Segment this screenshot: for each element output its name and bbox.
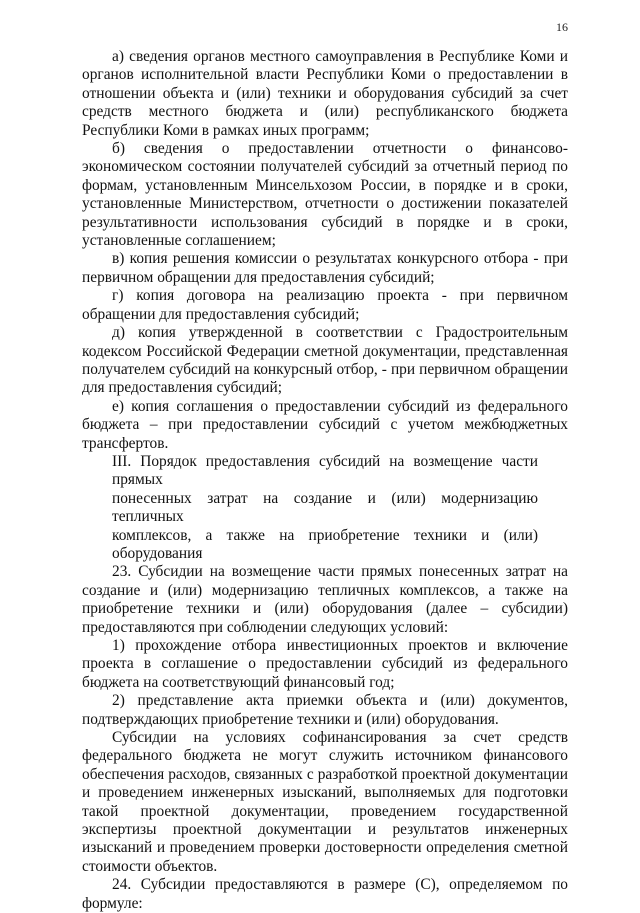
section-heading-line-1: III. Порядок предоставления субсидий на возмещение части прямых — [112, 452, 538, 489]
paragraph-v: в) копия решения комиссии о результатах конкурсного отбора - при первичном обращении для предоставления субсидий; — [82, 250, 568, 286]
section-heading-line-3: комплексов, а также на приобретение техники и (или) оборудования — [112, 526, 538, 562]
page-number: 16 — [556, 20, 568, 34]
paragraph-cofinancing: Субсидии на условиях софинансирования за счет средств федерального бюджета не могут служить источником финансового обеспечения расходов, связанных с разработкой проектной документации и проведением инженерных изысканий, выполняемых для подготовки такой проектной документации, проведением государственной экспертизы проектной документации и результатов инженерных изысканий и проведением проверки достоверности определения сметной стоимости объектов. — [82, 729, 568, 875]
document-body — [82, 48, 568, 913]
paragraph-24: 24. Субсидии предоставляются в размере (С), определяемом по формуле: — [82, 876, 568, 912]
paragraph-condition-1: 1) прохождение отбора инвестиционных проектов и включение проекта в соглашение о предоставлении субсидий из федерального бюджета на соответствующий финансовый год; — [82, 637, 568, 691]
paragraph-23: 23. Субсидии на возмещение части прямых понесенных затрат на создание и (или) модернизацию тепличных комплексов, а также на приобретение техники и (или) оборудования (далее – субсидии) предоставляются при соблюдении следующих условий: — [82, 563, 568, 636]
paragraph-d: д) копия утвержденной в соответствии с Градостроительным кодексом Российской Федерации сметной документации, представленная получателем субсидий на конкурсный отбор, - при первичном обращении для предоставления субсидий; — [82, 324, 568, 397]
paragraph-a: а) сведения органов местного самоуправления в Республике Коми и органов исполнительной власти Республики Коми о предоставлении в отношении объекта и (или) техники и оборудования субсидий за счет средств местного бюджета и (или) республиканского бюджета Республики Коми в рамках иных программ; — [82, 48, 568, 139]
section-heading — [82, 453, 568, 563]
paragraph-e: е) копия соглашения о предоставлении субсидий из федерального бюджета – при предоставлении субсидий с учетом межбюджетных трансфертов. — [82, 397, 568, 452]
paragraph-b: б) сведения о предоставлении отчетности о финансово-экономическом состоянии получателей субсидий за отчетный период по формам, установленным Минсельхозом России, в порядке и в сроки, установленные Министерством, отчетности о достижении показателей результативности использования субсидий в порядке и в сроки, установленные соглашением; — [82, 140, 568, 250]
paragraph-g: г) копия договора на реализацию проекта - при первичном обращении для предоставления субсидий; — [82, 287, 568, 323]
section-heading-line-2: понесенных затрат на создание и (или) модернизацию тепличных — [112, 489, 538, 526]
paragraph-condition-2: 2) представление акта приемки объекта и (или) документов, подтверждающих приобретение техники и (или) оборудования. — [82, 692, 568, 728]
